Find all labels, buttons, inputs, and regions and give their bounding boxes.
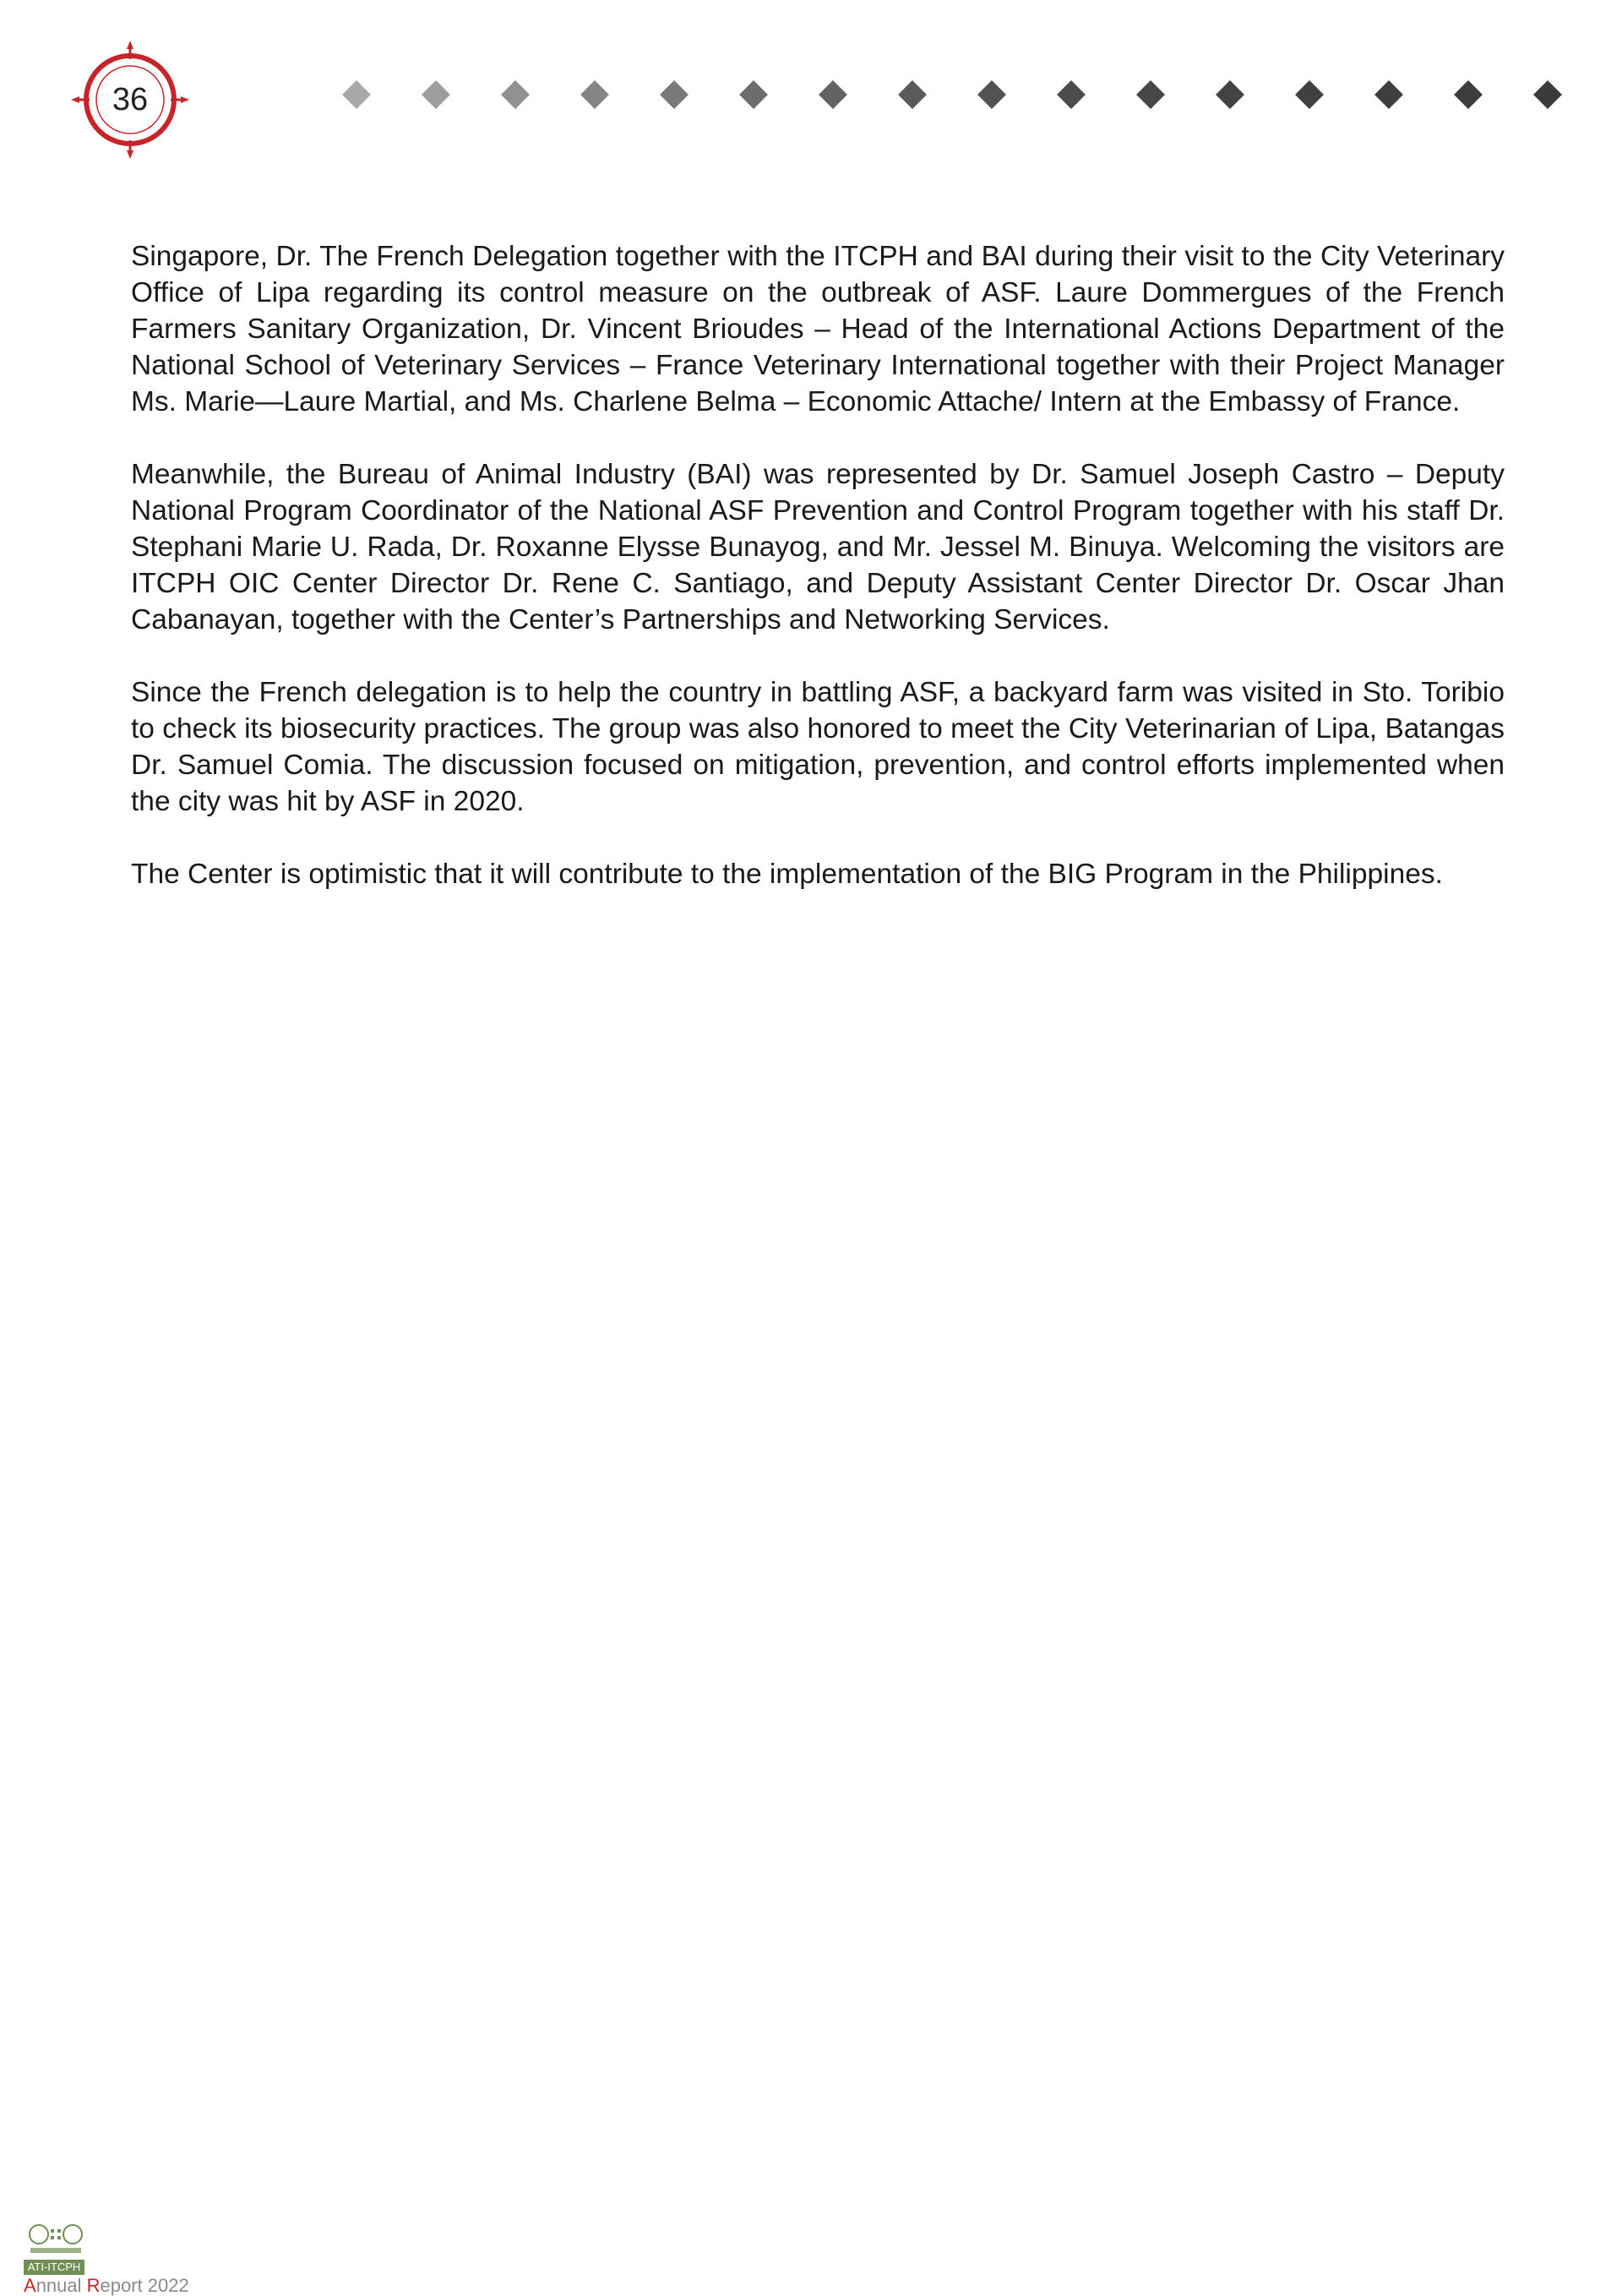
article-body: [131, 238, 1505, 929]
diamond-icon: [819, 80, 847, 109]
report-second-letter: R: [86, 2275, 101, 2296]
decorative-diamond-row: [346, 85, 1571, 115]
report-word1-rest: nnual: [35, 2275, 87, 2296]
diamond-icon: [1136, 80, 1165, 109]
diamond-icon: [1295, 80, 1324, 109]
report-first-letter: A: [24, 2275, 36, 2296]
footer-report-title: [24, 2277, 189, 2295]
diamond-icon: [1533, 80, 1562, 109]
diamond-icon: [739, 80, 768, 109]
diamond-icon: [1057, 80, 1086, 109]
diamond-icon: [1216, 80, 1244, 109]
diamond-icon: [977, 80, 1006, 109]
diamond-icon: [342, 80, 371, 109]
diamond-icon: [660, 80, 689, 109]
paragraph-2: Meanwhile, the Bureau of Animal Industry (BAI) was represented by Dr. Samuel Joseph Castro – Deputy National Program Coordinator of the National ASF Prevention and Control Program together with his staff Dr. Stephani Marie U. Rada, Dr. Roxanne Elysse Bunayog, and Mr. Jessel M. Binuya. Welcoming the visitors are ITCPH OIC Center Director Dr. Rene C. Santiago, and Deputy Assistant Center Director Dr. Oscar Jhan Cabanayan, together with the Center’s Partnerships and Networking Services.: [131, 459, 1505, 635]
diamond-icon: [580, 80, 609, 109]
diamond-icon: [1374, 80, 1403, 109]
page-number: 36: [112, 82, 149, 117]
diamond-icon: [898, 80, 927, 109]
logo-caption: ATI-ITCPH: [24, 2260, 84, 2275]
diamond-icon: [1454, 80, 1483, 109]
paragraph-4: The Center is optimistic that it will contribute to the implementation of the BIG Program in the Philippines.: [131, 859, 1443, 890]
report-word2-rest: eport 2022: [100, 2275, 189, 2296]
page-number-badge: [71, 41, 189, 159]
paragraph-1: Singapore, Dr. The French Delegation together with the ITCPH and BAI during their visit to the City Veterinary Office of Lipa regarding its control measure on the outbreak of ASF. Laure Dommergues of the French Farmers Sanitary Organization, Dr. Vincent Brioudes – Head of the International Actions Department of the National School of Veterinary Services – France Veterinary International together with their Project Manager Ms. Marie—Laure Martial, and Ms. Charlene Belma – Economic Attache/ Intern at the Embassy of France.: [131, 241, 1505, 417]
diamond-icon: [422, 80, 450, 109]
paragraph-3: Since the French delegation is to help the country in battling ASF, a backyard farm was visited in Sto. Toribio to check its biosecurity practices. The group was also honored to meet the City Veterinarian of Lipa, Batangas Dr. Samuel Comia. The discussion focused on mitigation, prevention, and control efforts implemented when the city was hit by ASF in 2020.: [131, 677, 1505, 817]
diamond-icon: [501, 80, 530, 109]
